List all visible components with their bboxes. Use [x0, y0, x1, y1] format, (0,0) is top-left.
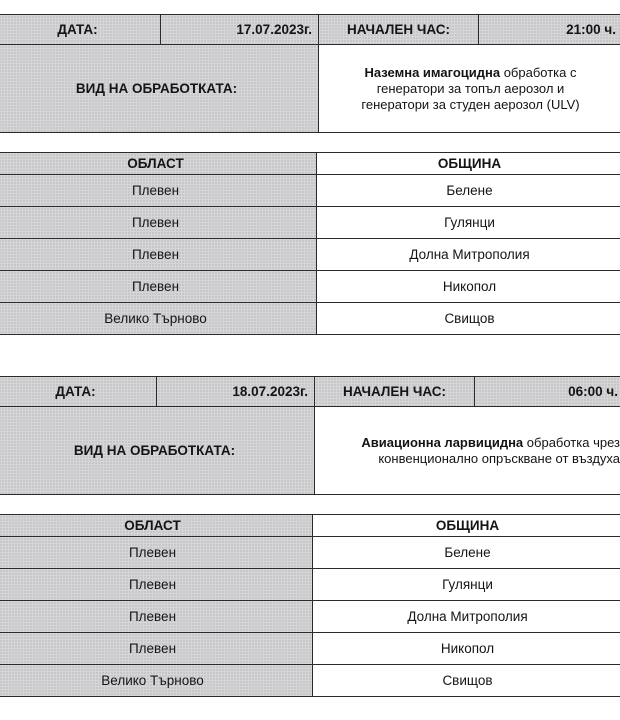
start-time-value: 06:00 ч. [475, 377, 620, 407]
treatment-info-table-1 [0, 14, 620, 133]
treatment-type-label: ВИД НА ОБРАБОТКАТА: [0, 45, 319, 133]
region-cell: Плевен [0, 569, 313, 601]
date-label: ДАТА: [0, 377, 157, 407]
region-cell: Плевен [0, 239, 317, 271]
date-label: ДАТА: [0, 15, 161, 45]
treatment-type-line2: генератори за топъл аерозол и [376, 80, 565, 96]
region-cell: Велико Търново [0, 665, 313, 697]
table-row [0, 303, 620, 335]
municipality-cell: Свищов [313, 665, 620, 697]
treatment-info-table-2 [0, 376, 620, 495]
treatment-type-bold: Авиационна ларвицидна [361, 434, 524, 450]
table-row [0, 207, 620, 239]
date-value: 17.07.2023г. [161, 15, 319, 45]
table-row [0, 537, 620, 569]
table-row [0, 239, 620, 271]
column-header-region: ОБЛАСТ [0, 153, 317, 175]
table-row [0, 633, 620, 665]
table-row [0, 175, 620, 207]
municipality-cell: Никопол [317, 271, 620, 303]
region-cell: Плевен [0, 207, 317, 239]
region-cell: Плевен [0, 271, 317, 303]
treatment-type-line1: обработка чрез [523, 434, 620, 450]
treatment-type-description [319, 45, 620, 133]
start-time-label: НАЧАЛЕН ЧАС: [315, 377, 475, 407]
municipality-cell: Белене [313, 537, 620, 569]
region-cell: Плевен [0, 537, 313, 569]
regions-table-1 [0, 152, 620, 335]
region-cell: Плевен [0, 601, 313, 633]
municipality-cell: Долна Митрополия [317, 239, 620, 271]
treatment-type-description [315, 407, 620, 495]
column-header-region: ОБЛАСТ [0, 515, 313, 537]
treatment-type-line1: обработка с [500, 64, 577, 80]
start-time-value: 21:00 ч. [479, 15, 620, 45]
municipality-cell: Гулянци [317, 207, 620, 239]
municipality-cell: Гулянци [313, 569, 620, 601]
regions-table-2 [0, 514, 620, 697]
municipality-cell: Долна Митрополия [313, 601, 620, 633]
table-row [0, 665, 620, 697]
column-header-municipality: ОБЩИНА [313, 515, 620, 537]
table-row [0, 601, 620, 633]
column-header-municipality: ОБЩИНА [317, 153, 620, 175]
municipality-cell: Белене [317, 175, 620, 207]
table-row [0, 271, 620, 303]
region-cell: Велико Търново [0, 303, 317, 335]
start-time-label: НАЧАЛЕН ЧАС: [319, 15, 479, 45]
date-value: 18.07.2023г. [157, 377, 315, 407]
treatment-type-line3: генератори за студен аерозол (ULV) [361, 96, 580, 112]
municipality-cell: Никопол [313, 633, 620, 665]
treatment-type-bold: Наземна имагоцидна [364, 64, 501, 80]
treatment-type-label: ВИД НА ОБРАБОТКАТА: [0, 407, 315, 495]
municipality-cell: Свищов [317, 303, 620, 335]
treatment-type-line2: конвенционално опръскване от въздуха [378, 450, 620, 466]
region-cell: Плевен [0, 633, 313, 665]
region-cell: Плевен [0, 175, 317, 207]
table-row [0, 569, 620, 601]
